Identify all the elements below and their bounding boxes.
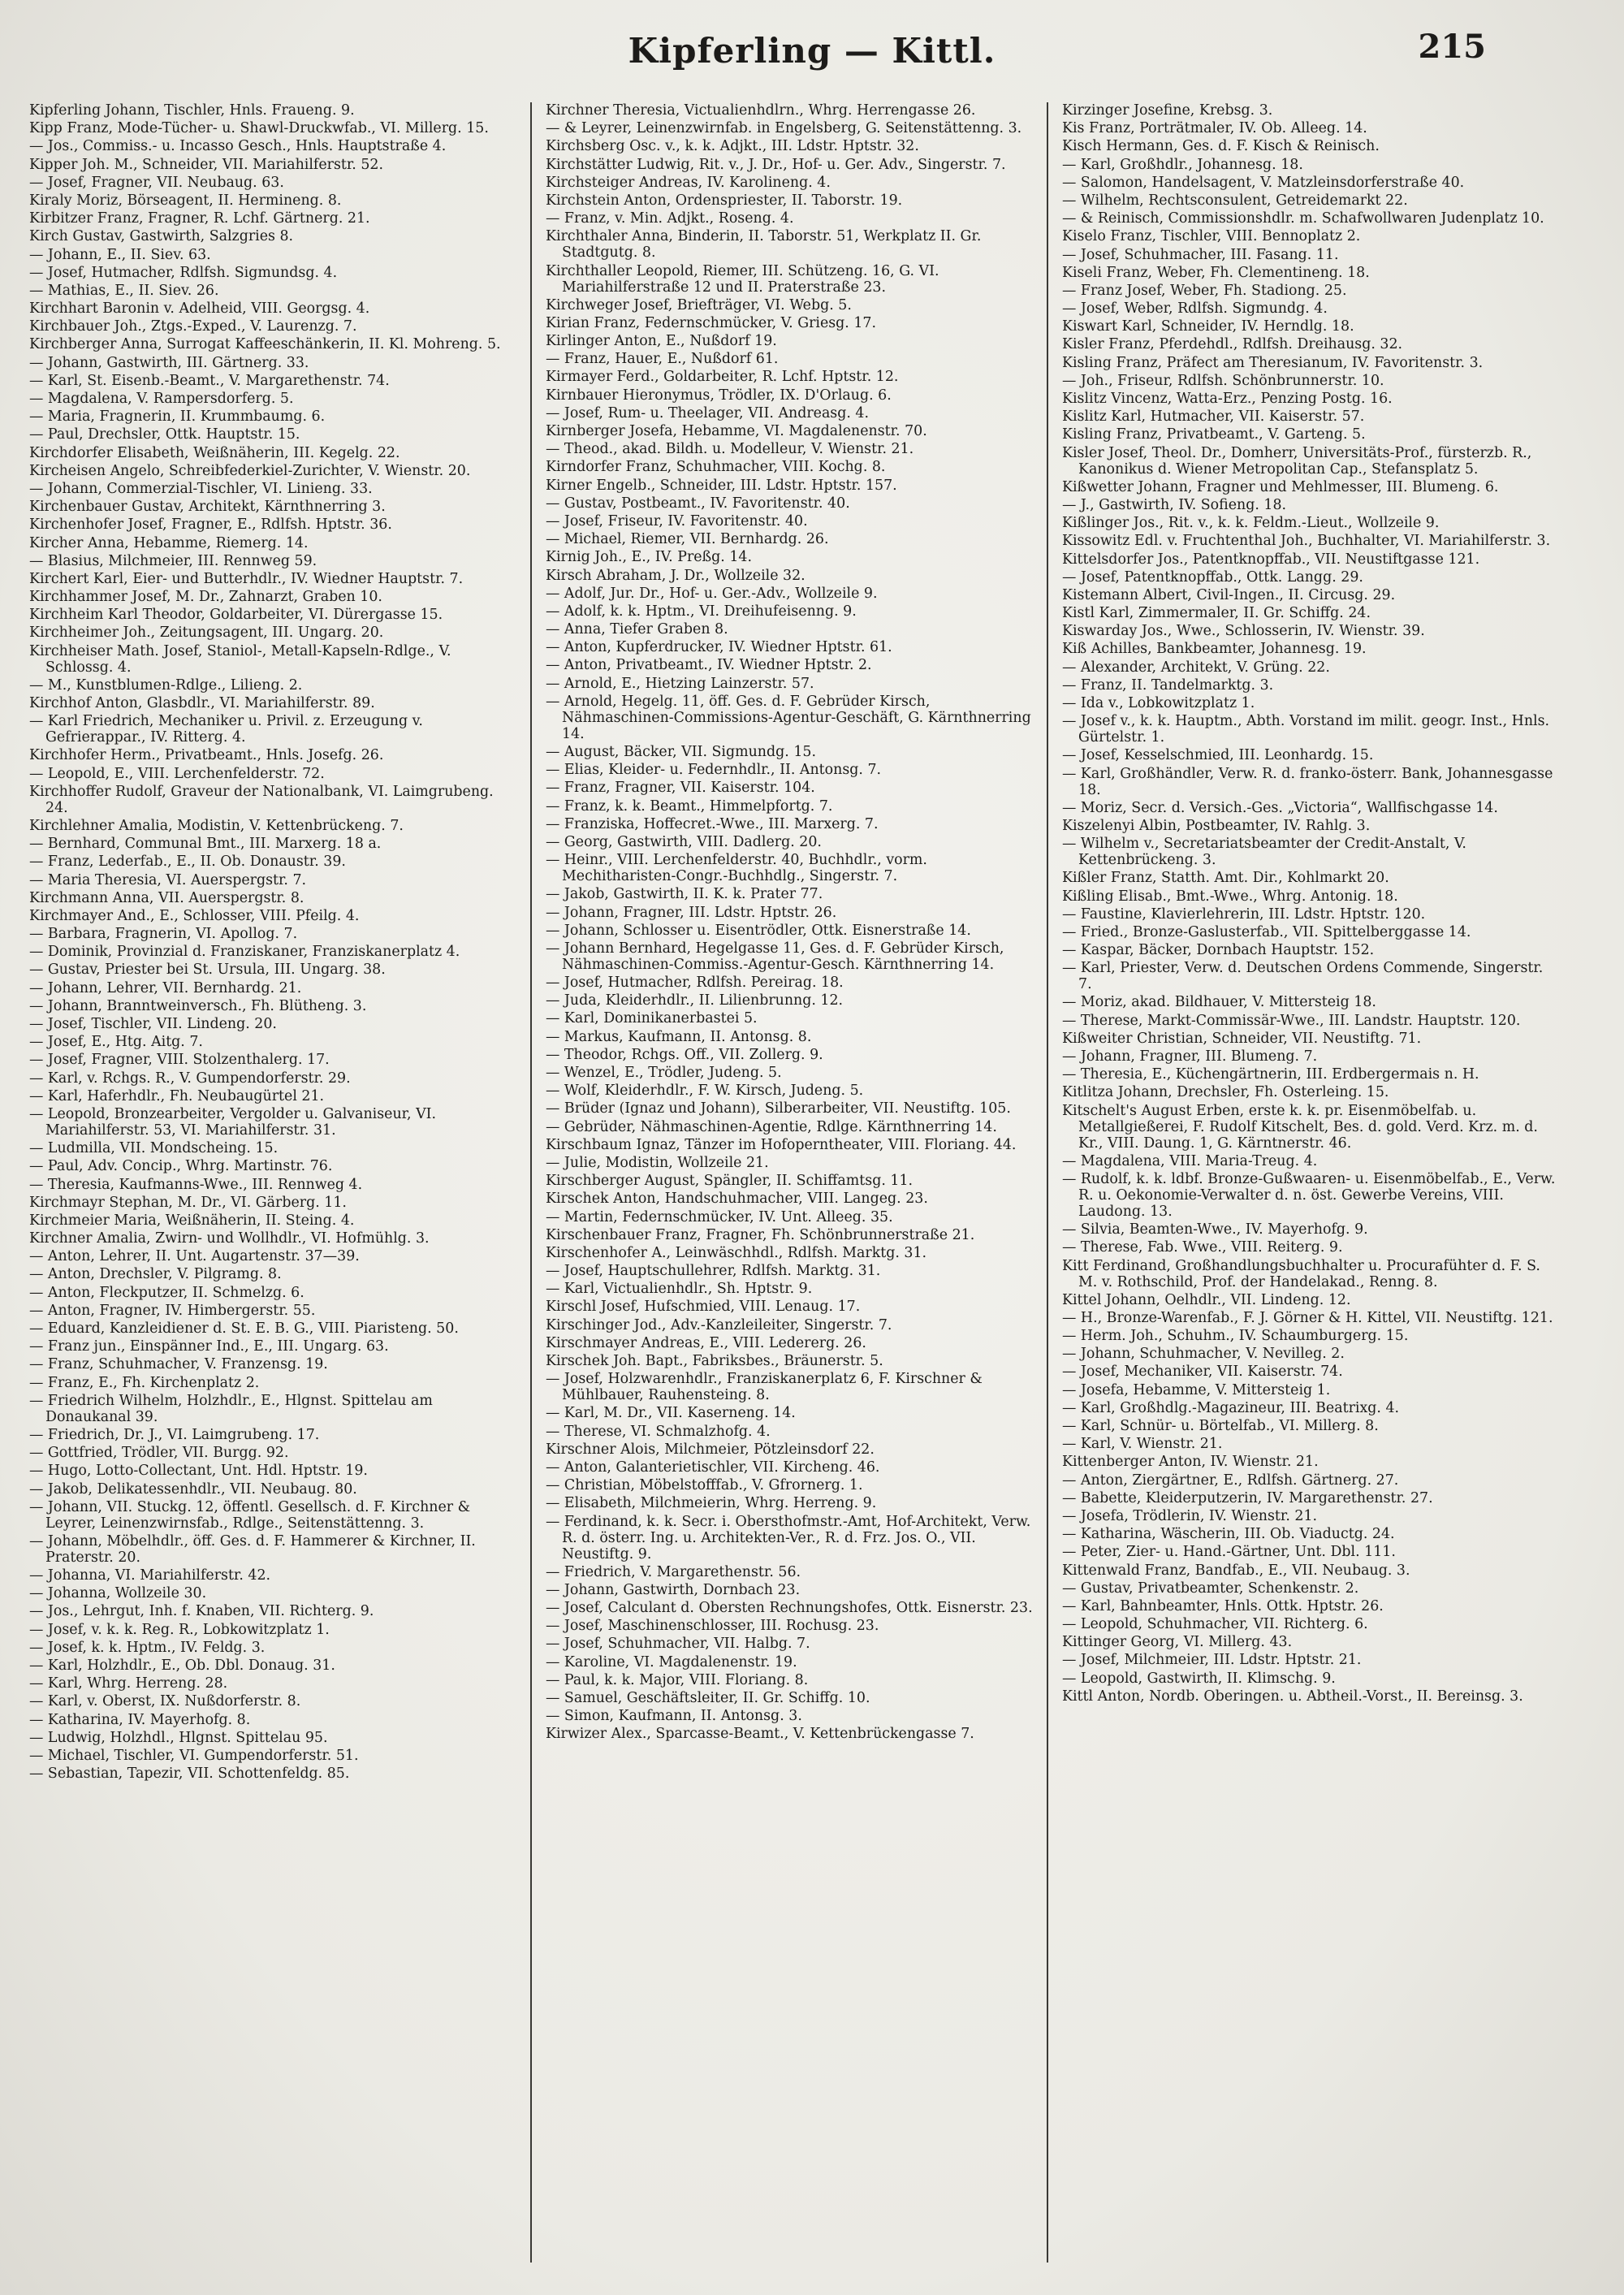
directory-entry: — Karl, Bahnbeamter, Hnls. Ottk. Hptstr. 26. (1062, 1597, 1384, 1614)
directory-entry: Kirian Franz, Federnschmücker, V. Griesg. 17. (546, 314, 877, 331)
directory-entry: Kirzinger Josefine, Krebsg. 3. (1062, 102, 1273, 119)
directory-entry: Kirschmayer Andreas, E., VIII. Ledererg. 26. (546, 1334, 866, 1351)
directory-entry: Kirschner Alois, Milchmeier, Pötzleinsdorf 22. (546, 1441, 875, 1458)
directory-entry: — Therese, Fab. Wwe., VIII. Reiterg. 9. (1062, 1239, 1343, 1256)
directory-entry: — Peter, Zier- u. Hand.-Gärtner, Unt. Dbl. 111. (1062, 1544, 1396, 1561)
directory-entry: — Julie, Modistin, Wollzeile 21. (546, 1154, 769, 1171)
directory-entry: Kipper Joh. M., Schneider, VII. Mariahilferstr. 52. (29, 156, 383, 173)
directory-entry: — Anton, Privatbeamt., IV. Wiedner Hptstr. 2. (546, 657, 872, 674)
directory-entry: — J., Gastwirth, IV. Sofieng. 18. (1062, 496, 1287, 513)
directory-entry: — Anton, Fragner, IV. Himbergerstr. 55. (29, 1302, 316, 1319)
directory-entry: — Sebastian, Tapezir, VII. Schottenfeldg. 85. (29, 1766, 350, 1783)
directory-entry: Kistl Karl, Zimmermaler, II. Gr. Schiffg. 24. (1062, 605, 1371, 622)
directory-entry: — Anton, Kupferdrucker, IV. Wiedner Hptstr. 61. (546, 639, 892, 656)
directory-entry: — Jos., Lehrgut, Inh. f. Knaben, VII. Richterg. 9. (29, 1603, 374, 1620)
directory-entry: — Josef, Tischler, VII. Lindeng. 20. (29, 1016, 277, 1032)
directory-entry: — Eduard, Kanzleidiener d. St. E. B. G., VIII. Piaristeng. 50. (29, 1320, 459, 1337)
directory-entry: — Franz, Fragner, VII. Kaiserstr. 104. (546, 780, 815, 797)
directory-entry: — Babette, Kleiderputzerin, IV. Margarethenstr. 27. (1062, 1489, 1433, 1506)
directory-entry: — Johann Bernhard, Hegelgasse 11, Ges. d. F. Gebrüder Kirsch, Nähmaschinen-Commiss.-Agentur-Gesch. Kärnthnerring 14. (546, 940, 1004, 973)
directory-entry: — Karl Friedrich, Mechaniker u. Privil. z. Erzeugung v. Gefrierappar., IV. Ritterg. 4. (29, 713, 423, 746)
directory-entry: Kirschek Joh. Bapt., Fabriksbes., Bräunerstr. 5. (546, 1353, 883, 1369)
directory-entry: — Maria, Fragnerin, II. Krummbaumg. 6. (29, 408, 326, 426)
directory-entry: — Johanna, VI. Mariahilferstr. 42. (29, 1567, 271, 1584)
directory-columns (29, 102, 1580, 2271)
directory-entry: — Friedrich Wilhelm, Holzhdlr., E., Hlgnst. Spittelau am Donaukanal 39. (29, 1392, 433, 1425)
column-divider (530, 102, 532, 2263)
directory-entry: — Josef, Hauptschullehrer, Rdlfsh. Marktg. 31. (546, 1263, 881, 1280)
directory-entry: Kirner Engelb., Schneider, III. Ldstr. Hptstr. 157. (546, 477, 897, 494)
directory-entry: — Moriz, Secr. d. Versich.-Ges. „Victoria“, Wallfischgasse 14. (1062, 799, 1498, 816)
directory-entry: — Herm. Joh., Schuhm., IV. Schaumburgerg. 15. (1062, 1328, 1409, 1345)
directory-entry: — Paul, Drechsler, Ottk. Hauptstr. 15. (29, 426, 300, 443)
directory-entry: — Anton, Galanterietischler, VII. Kircheng. 46. (546, 1459, 880, 1476)
directory-entry: Kirchstein Anton, Ordenspriester, II. Taborstr. 19. (546, 192, 903, 209)
directory-entry: — Karl, Schnür- u. Börtelfab., VI. Millerg. 8. (1062, 1418, 1379, 1434)
directory-entry: — Karl, Priester, Verw. d. Deutschen Ordens Commende, Singerstr. 7. (1062, 960, 1544, 993)
directory-entry: — Josef, k. k. Hptm., IV. Feldg. 3. (29, 1639, 266, 1656)
directory-entry: Kirchheimer Joh., Zeitungsagent, III. Ungarg. 20. (29, 625, 384, 642)
directory-entry: — Josef, Holzwarenhdlr., Franziskanerplatz 6, F. Kirschner & Mühlbauer, Rauhensteing. 8. (546, 1371, 983, 1404)
directory-entry: Kiß Achilles, Bankbeamter, Johannesg. 19. (1062, 641, 1367, 658)
directory-entry: — Leopold, Bronzearbeiter, Vergolder u. Galvaniseur, VI. Mariahilferstr. 53, VI. Mariahilferstr. 31. (29, 1105, 437, 1139)
directory-entry: — Josef, Weber, Rdlfsh. Sigmundg. 4. (1062, 300, 1328, 318)
directory-entry: — Barbara, Fragnerin, VI. Apollog. 7. (29, 926, 298, 943)
directory-entry: — Josef, v. k. k. Reg. R., Lobkowitzplatz 1. (29, 1621, 330, 1638)
column-divider (1047, 102, 1048, 2263)
directory-entry: — Gustav, Privatbeamter, Schenkenstr. 2. (1062, 1580, 1359, 1597)
directory-entry: — Anton, Drechsler, V. Pilgramg. 8. (29, 1266, 282, 1283)
directory-entry: Kirschinger Jod., Adv.-Kanzleileiter, Singerstr. 7. (546, 1316, 892, 1333)
directory-entry: — Georg, Gastwirth, VIII. Dadlerg. 20. (546, 833, 822, 850)
directory-entry: — Wilhelm, Rechtsconsulent, Getreidemarkt 22. (1062, 192, 1408, 209)
directory-entry: — Hugo, Lotto-Collectant, Unt. Hdl. Hptstr. 19. (29, 1463, 368, 1480)
directory-entry: Kirchberger Anna, Surrogat Kaffeeschänkerin, II. Kl. Mohreng. 5. (29, 336, 501, 353)
directory-entry: Kirschenhofer A., Leinwäschhdl., Rdlfsh. Marktg. 31. (546, 1244, 927, 1261)
directory-entry: — Johann, VII. Stuckg. 12, öffentl. Gesellsch. d. F. Kirchner & Leyrer, Leinenzwirnsfab., Rdlge., Seitenstättenng. 3. (29, 1498, 471, 1532)
directory-entry: Kißlinger Jos., Rit. v., k. k. Feldm.-Lieut., Wollzeile 9. (1062, 515, 1440, 532)
directory-entry: Kirmayer Ferd., Goldarbeiter, R. Lchf. Hptstr. 12. (546, 369, 899, 386)
directory-entry: Kirschberger August, Spängler, II. Schiffamtsg. 11. (546, 1173, 914, 1190)
directory-entry: — Ida v., Lobkowitzplatz 1. (1062, 695, 1255, 711)
directory-entry: — Karl, v. Oberst, IX. Nußdorferstr. 8. (29, 1693, 301, 1710)
directory-entry: Kirwizer Alex., Sparcasse-Beamt., V. Kettenbrückengasse 7. (546, 1726, 974, 1743)
directory-entry: — Franz, Hauer, E., Nußdorf 61. (546, 351, 779, 368)
directory-entry: — Josefa, Hebamme, V. Mittersteig 1. (1062, 1381, 1331, 1398)
directory-entry: — Franziska, Hoffecret.-Wwe., III. Marxerg. 7. (546, 815, 879, 832)
directory-entry: — Juda, Kleiderhdlr., II. Lilienbrunng. 12. (546, 992, 844, 1009)
directory-entry: Kissowitz Edl. v. Fruchtenthal Joh., Buchhalter, VI. Mariahilferstr. 3. (1062, 533, 1551, 550)
directory-entry: — Johann, Branntweinversch., Fh. Blütheng. 3. (29, 997, 367, 1014)
directory-entry: — Karl, Victualienhdlr., Sh. Hptstr. 9. (546, 1281, 813, 1298)
directory-entry: Kirchthaler Anna, Binderin, II. Taborstr. 51, Werkplatz II. Gr. Stadtgutg. 8. (546, 228, 982, 261)
directory-entry: — Josef, Patentknopffab., Ottk. Langg. 29. (1062, 568, 1363, 586)
directory-entry: — Paul, Adv. Concip., Whrg. Martinstr. 76. (29, 1158, 333, 1175)
directory-entry: Kisch Hermann, Ges. d. F. Kisch & Reinisch. (1062, 138, 1380, 155)
directory-entry: — Elisabeth, Milchmeierin, Whrg. Herreng. 9. (546, 1495, 877, 1512)
directory-entry: — Maria Theresia, VI. Auerspergstr. 7. (29, 871, 307, 888)
directory-entry: — Josef, Hutmacher, Rdlfsh. Pereirag. 18. (546, 975, 844, 992)
directory-entry: — Karl, v. Rchgs. R., V. Gumpendorferstr. 29. (29, 1070, 351, 1087)
directory-entry: — Jakob, Delikatessenhdlr., VII. Neubaug. 80. (29, 1480, 357, 1498)
directory-entry: Kittenwald Franz, Bandfab., E., VII. Neubaug. 3. (1062, 1562, 1410, 1579)
directory-entry: — Johanna, Wollzeile 30. (29, 1585, 207, 1602)
directory-entry: Kirschl Josef, Hufschmied, VIII. Lenaug. 17. (546, 1299, 861, 1316)
directory-entry: Kirchlehner Amalia, Modistin, V. Kettenbrückeng. 7. (29, 817, 404, 834)
directory-entry: Kißwetter Johann, Fragner und Mehlmesser, III. Blumeng. 6. (1062, 478, 1499, 495)
directory-entry: — Josef, Schuhmacher, III. Fasang. 11. (1062, 246, 1339, 263)
directory-entry: — Franz, Lederfab., E., II. Ob. Donaustr. 39. (29, 854, 346, 871)
directory-entry: — Samuel, Geschäftsleiter, II. Gr. Schiffg. 10. (546, 1690, 870, 1706)
directory-entry: — Josef, Fragner, VIII. Stolzenthalerg. 17. (29, 1052, 330, 1069)
directory-entry: — Gebrüder, Nähmaschinen-Agentie, Rdlge. Kärnthnerring 14. (546, 1118, 997, 1135)
directory-entry: — & Reinisch, Commissionshdlr. m. Schafwollwaren Judenplatz 10. (1062, 210, 1544, 227)
directory-entry: Kißweiter Christian, Schneider, VII. Neustiftg. 71. (1062, 1030, 1422, 1047)
directory-entry: — Markus, Kaufmann, II. Antonsg. 8. (546, 1028, 812, 1045)
directory-entry: — Anton, Fleckputzer, II. Schmelzg. 6. (29, 1284, 304, 1301)
directory-entry: Kirchhart Baronin v. Adelheid, VIII. Georgsg. 4. (29, 300, 370, 318)
directory-entry: — Leopold, Schuhmacher, VII. Richterg. 6. (1062, 1616, 1368, 1633)
directory-entry: — Johann, Schlosser u. Eisentrödler, Ottk. Eisnerstraße 14. (546, 922, 971, 939)
directory-entry: Kittelsdorfer Jos., Patentknopffab., VII. Neustiftgasse 121. (1062, 551, 1480, 568)
directory-entry: Kirschenbauer Franz, Fragner, Fh. Schönbrunnerstraße 21. (546, 1226, 975, 1243)
directory-entry: — Theresia, E., Küchengärtnerin, III. Erdbergermais n. H. (1062, 1066, 1479, 1083)
directory-entry: — H., Bronze-Warenfab., F. J. Görner & H. Kittel, VII. Neustiftg. 121. (1062, 1309, 1553, 1326)
directory-entry: Kirschek Anton, Handschuhmacher, VIII. Langeg. 23. (546, 1191, 928, 1208)
directory-entry: Kislitz Karl, Hutmacher, VII. Kaiserstr. 57. (1062, 408, 1365, 426)
directory-entry: — Jos., Commiss.- u. Incasso Gesch., Hnls. Hauptstraße 4. (29, 138, 447, 155)
directory-entry: — Anton, Ziergärtner, E., Rdlfsh. Gärtnerg. 27. (1062, 1472, 1399, 1489)
directory-entry: Kisling Franz, Privatbeamt., V. Garteng. 5. (1062, 426, 1366, 443)
directory-entry: — Josef, Rum- u. Theelager, VII. Andreasg. 4. (546, 404, 870, 421)
directory-entry: — Franz, k. k. Beamt., Himmelpfortg. 7. (546, 797, 833, 815)
directory-entry: — Karl, Großhdlg.-Magazineur, III. Beatrixg. 4. (1062, 1399, 1400, 1416)
directory-entry: Kirchenhofer Josef, Fragner, E., Rdlfsh. Hptstr. 36. (29, 516, 392, 534)
directory-entry: — Christian, Möbelstofffab., V. Gfrornerg. 1. (546, 1477, 863, 1494)
page-number: 215 (1418, 28, 1486, 66)
directory-entry: — Magdalena, VIII. Maria-Treug. 4. (1062, 1152, 1318, 1169)
directory-entry: Kirnig Joh., E., IV. Preßg. 14. (546, 549, 753, 566)
directory-entry: Kirchweger Josef, Briefträger, VI. Webg. 5. (546, 296, 852, 313)
directory-entry: — Paul, k. k. Major, VIII. Floriang. 8. (546, 1671, 809, 1688)
directory-entry: — Franz Josef, Weber, Fh. Stadiong. 25. (1062, 282, 1347, 299)
directory-entry: — Wolf, Kleiderhdlr., F. W. Kirsch, Judeng. 5. (546, 1083, 864, 1100)
directory-entry: Kirndorfer Franz, Schuhmacher, VIII. Kochg. 8. (546, 459, 886, 476)
directory-entry: — Leopold, E., VIII. Lerchenfelderstr. 72. (29, 765, 325, 782)
directory-entry: — Magdalena, V. Rampersdorferg. 5. (29, 391, 294, 407)
directory-entry: Kislitz Vincenz, Watta-Erz., Penzing Postg. 16. (1062, 391, 1393, 407)
directory-entry: Kircheisen Angelo, Schreibfederkiel-Zurichter, V. Wienstr. 20. (29, 462, 471, 479)
directory-entry: — August, Bäcker, VII. Sigmundg. 15. (546, 744, 816, 760)
directory-entry: Kirchbauer Joh., Ztgs.-Exped., V. Laurenzg. 7. (29, 318, 357, 335)
directory-entry: Kisling Franz, Präfect am Theresianum, IV. Favoritenstr. 3. (1062, 354, 1484, 371)
directory-entry: Kirlinger Anton, E., Nußdorf 19. (546, 333, 777, 350)
directory-entry: — Josef, Schuhmacher, VII. Halbg. 7. (546, 1636, 810, 1653)
directory-entry: — Anna, Tiefer Graben 8. (546, 621, 728, 638)
directory-entry: Kirbitzer Franz, Fragner, R. Lchf. Gärtnerg. 21. (29, 210, 370, 227)
directory-entry: — Friedrich, Dr. J., VI. Laimgrubeng. 17. (29, 1426, 320, 1443)
directory-entry: Kirchheiser Math. Josef, Staniol-, Metall-Kapseln-Rdlge., V. Schlossg. 4. (29, 642, 451, 676)
directory-entry: — Jakob, Gastwirth, II. K. k. Prater 77. (546, 886, 823, 903)
directory-entry: Kirschbaum Ignaz, Tänzer im Hofoperntheater, VIII. Floriang. 44. (546, 1136, 1017, 1153)
directory-entry: Kirchhoffer Rudolf, Graveur der Nationalbank, VI. Laimgrubeng. 24. (29, 783, 494, 816)
directory-entry: Kiswarday Jos., Wwe., Schlosserin, IV. Wienstr. 39. (1062, 623, 1425, 640)
directory-entry: — Therese, Markt-Commissär-Wwe., III. Landstr. Hauptstr. 120. (1062, 1012, 1521, 1029)
directory-entry: — Kaspar, Bäcker, Dornbach Hauptstr. 152. (1062, 942, 1375, 959)
directory-entry: — Alexander, Architekt, V. Grüng. 22. (1062, 659, 1330, 676)
directory-entry: — Ludmilla, VII. Mondscheing. 15. (29, 1140, 279, 1157)
directory-entry: — Josef, Hutmacher, Rdlfsh. Sigmundsg. 4. (29, 264, 338, 281)
directory-entry: — Adolf, k. k. Hptm., VI. Dreihufeisenng. 9. (546, 603, 857, 620)
directory-entry: Kißling Elisab., Bmt.-Wwe., Whrg. Antonig. 18. (1062, 888, 1398, 905)
directory-entry: — Theod., akad. Bildh. u. Modelleur, V. Wienstr. 21. (546, 441, 914, 458)
directory-entry: — Josef, E., Htg. Aitg. 7. (29, 1034, 203, 1051)
directory-entry: — Gottfried, Trödler, VII. Burgg. 92. (29, 1445, 289, 1462)
directory-entry: Kis Franz, Porträtmaler, IV. Ob. Alleeg. 14. (1062, 120, 1367, 137)
directory-entry: — Karl, Holzhdlr., E., Ob. Dbl. Donaug. 31. (29, 1658, 335, 1674)
directory-entry: — Silvia, Beamten-Wwe., IV. Mayerhofg. 9. (1062, 1221, 1368, 1238)
directory-entry: — Simon, Kaufmann, II. Antonsg. 3. (546, 1708, 802, 1725)
directory-entry: — Leopold, Gastwirth, II. Klimschg. 9. (1062, 1670, 1336, 1687)
directory-entry: — Katharina, IV. Mayerhofg. 8. (29, 1711, 251, 1728)
directory-entry: — Karl, Haferhdlr., Fh. Neubaugürtel 21. (29, 1087, 325, 1104)
directory-entry: Kipp Franz, Mode-Tücher- u. Shawl-Druckwfab., VI. Millerg. 15. (29, 120, 489, 137)
directory-entry: — Johann, Commerzial-Tischler, VI. Linieng. 33. (29, 480, 373, 497)
directory-entry: — Johann, Gastwirth, Dornbach 23. (546, 1581, 801, 1598)
column-1 (29, 102, 516, 2271)
directory-entry: — Franz, E., Fh. Kirchenplatz 2. (29, 1374, 260, 1391)
directory-entry: — Theodor, Rchgs. Off., VII. Zollerg. 9. (546, 1046, 823, 1063)
directory-entry: — Michael, Tischler, VI. Gumpendorferstr. 51. (29, 1747, 359, 1764)
directory-entry: Kisler Josef, Theol. Dr., Domherr, Universitäts-Prof., fürsterzb. R., Kanonikus d. Wiener Metropolitan Cap., Stefansplatz 5. (1062, 444, 1532, 478)
directory-entry: — Franz jun., Einspänner Ind., E., III. Ungarg. 63. (29, 1338, 389, 1355)
directory-entry: — Wilhelm v., Secretariatsbeamter der Credit-Anstalt, V. Kettenbrückeng. 3. (1062, 836, 1466, 869)
directory-entry: — Karl, V. Wienstr. 21. (1062, 1436, 1223, 1453)
directory-entry: Kittl Anton, Nordb. Oberingen. u. Abtheil.-Vorst., II. Bereinsg. 3. (1062, 1688, 1523, 1705)
directory-entry: — Josef, Mechaniker, VII. Kaiserstr. 74. (1062, 1364, 1343, 1381)
directory-entry: Kitlitza Johann, Drechsler, Fh. Osterleing. 15. (1062, 1084, 1389, 1101)
directory-entry: Kirchner Amalia, Zwirn- und Wollhdlr., VI. Hofmühlg. 3. (29, 1230, 430, 1247)
directory-entry: — Karl, Großhdlr., Johannesg. 18. (1062, 156, 1303, 173)
directory-entry: — Salomon, Handelsagent, V. Matzleinsdorferstraße 40. (1062, 174, 1465, 191)
directory-entry: Kirchmeier Maria, Weißnäherin, II. Steing. 4. (29, 1212, 355, 1229)
directory-entry: Kitschelt's August Erben, erste k. k. pr. Eisenmöbelfab. u. Metallgießerei, F. Rudolf Kitschelt, Bes. d. gold. Verd. Krz. m. d. Kr., VIII. Daung. 1, G. Kärntnerstr. 46. (1062, 1102, 1538, 1152)
directory-entry: — Mathias, E., II. Siev. 26. (29, 282, 219, 299)
directory-entry: Kitt Ferdinand, Großhandlungsbuchhalter u. Procurafühter d. F. S. M. v. Rothschild, Prof. der Handelakad., Renng. 8. (1062, 1257, 1540, 1290)
column-3 (1062, 102, 1559, 2271)
directory-entry: Kirnberger Josefa, Hebamme, VI. Magdalenenstr. 70. (546, 423, 927, 439)
directory-entry: — Wenzel, E., Trödler, Judeng. 5. (546, 1065, 782, 1081)
directory-entry: Kirchthaller Leopold, Riemer, III. Schützeng. 16, G. VI. Mariahilferstraße 12 und II. Praterstraße 23. (546, 262, 939, 296)
directory-entry: — Ferdinand, k. k. Secr. i. Obersthofmstr.-Amt, Hof-Architekt, Verw. R. d. österr. Ing. u. Architekten-Ver., R. d. Frz. Jos. O., VII. Neustiftg. 9. (546, 1513, 1031, 1562)
directory-entry: — Adolf, Jur. Dr., Hof- u. Ger.-Adv., Wollzeile 9. (546, 585, 878, 602)
directory-entry: — Johann, Schuhmacher, V. Nevilleg. 2. (1062, 1346, 1345, 1363)
directory-entry: — Rudolf, k. k. ldbf. Bronze-Gußwaaren- u. Eisenmöbelfab., E., Verw. R. u. Oekonomie-Verwalter d. n. öst. Gewerbe Vereins, VIII. Laudong. 13. (1062, 1170, 1556, 1220)
directory-entry: — Johann, Lehrer, VII. Bernhardg. 21. (29, 979, 302, 996)
directory-entry: — Faustine, Klavierlehrerin, III. Ldstr. Hptstr. 120. (1062, 905, 1426, 923)
directory-entry: — Arnold, Hegelg. 11, öff. Ges. d. F. Gebrüder Kirsch, Nähmaschinen-Commissions-Agentur-Geschäft, G. Kärnthnerring 14. (546, 693, 1031, 742)
directory-entry: — Karl, Whrg. Herreng. 28. (29, 1675, 228, 1692)
directory-entry: Kirchmann Anna, VII. Auerspergstr. 8. (29, 889, 304, 906)
directory-entry: Kirchenbauer Gustav, Architekt, Kärnthnerring 3. (29, 499, 386, 516)
directory-entry: — Karl, M. Dr., VII. Kaserneng. 14. (546, 1405, 796, 1422)
directory-entry: Kirchert Karl, Eier- und Butterhdlr., IV. Wiedner Hauptstr. 7. (29, 570, 464, 587)
directory-entry: Kirchheim Karl Theodor, Goldarbeiter, VI. Dürergasse 15. (29, 607, 443, 624)
directory-entry: — Michael, Riemer, VII. Bernhardg. 26. (546, 531, 829, 548)
directory-entry: Kirchner Theresia, Victualienhdlrn., Whrg. Herrengasse 26. (546, 102, 976, 119)
directory-entry: Kirchdorfer Elisabeth, Weißnäherin, III. Kegelg. 22. (29, 444, 400, 461)
directory-entry: Kirchsberg Osc. v., k. k. Adjkt., III. Ldstr. Hptstr. 32. (546, 138, 919, 155)
directory-entry: — Fried., Bronze-Gaslusterfab., VII. Spittelberggasse 14. (1062, 923, 1471, 940)
directory-entry: — Josef, Kesselschmied, III. Leonhardg. 15. (1062, 747, 1374, 764)
directory-entry: — Friedrich, V. Margarethenstr. 56. (546, 1563, 801, 1580)
directory-entry: Kirchstätter Ludwig, Rit. v., J. Dr., Hof- u. Ger. Adv., Singerstr. 7. (546, 156, 1006, 173)
directory-entry: Kittinger Georg, VI. Millerg. 43. (1062, 1634, 1293, 1651)
directory-entry: Kisler Franz, Pferdehdl., Rdlfsh. Dreihausg. 32. (1062, 336, 1403, 353)
directory-entry: — Josef, Milchmeier, III. Ldstr. Hptstr. 21. (1062, 1652, 1362, 1669)
directory-entry: Kirchhof Anton, Glasbdlr., VI. Mariahilferstr. 89. (29, 695, 375, 711)
directory-entry: — Josef, Friseur, IV. Favoritenstr. 40. (546, 512, 808, 529)
directory-entry: — Theresia, Kaufmanns-Wwe., III. Rennweg 4. (29, 1176, 363, 1193)
column-2 (546, 102, 1033, 2271)
directory-entry: — Blasius, Milchmeier, III. Rennweg 59. (29, 552, 317, 569)
running-head (0, 24, 1624, 73)
directory-entry: Kiswart Karl, Schneider, IV. Herndlg. 18. (1062, 318, 1354, 335)
directory-entry: — Karoline, VI. Magdalenenstr. 19. (546, 1653, 797, 1670)
directory-entry: Kirchmayer And., E., Schlosser, VIII. Pfeilg. 4. (29, 907, 360, 924)
directory-entry: Kirnbauer Hieronymus, Trödler, IX. D'Orlaug. 6. (546, 387, 892, 404)
directory-entry: Kiszelenyi Albin, Postbeamter, IV. Rahlg. 3. (1062, 817, 1371, 834)
directory-entry: Kißler Franz, Statth. Amt. Dir., Kohlmarkt 20. (1062, 870, 1389, 887)
directory-entry: — Franz, v. Min. Adjkt., Roseng. 4. (546, 210, 794, 227)
directory-entry: — Josef, Calculant d. Obersten Rechnungshofes, Ottk. Eisnerstr. 23. (546, 1600, 1033, 1617)
directory-entry: Kiraly Moriz, Börseagent, II. Hermineng. 8. (29, 192, 342, 209)
directory-entry: — Josef, Maschinenschlosser, III. Rochusg. 23. (546, 1618, 879, 1635)
directory-entry: Kistemann Albert, Civil-Ingen., II. Circusg. 29. (1062, 586, 1396, 603)
directory-entry: — Therese, VI. Schmalzhofg. 4. (546, 1423, 771, 1440)
directory-entry: — Josef, Fragner, VII. Neubaug. 63. (29, 174, 284, 191)
directory-entry: — Ludwig, Holzhdl., Hlgnst. Spittelau 95. (29, 1729, 328, 1746)
directory-entry: — Josefa, Trödlerin, IV. Wienstr. 21. (1062, 1507, 1318, 1524)
directory-entry: — Elias, Kleider- u. Federnhdlr., II. Antonsg. 7. (546, 762, 882, 779)
directory-entry: — Johann, Gastwirth, III. Gärtnerg. 33. (29, 354, 309, 371)
directory-entry: — Gustav, Postbeamt., IV. Favoritenstr. 40. (546, 495, 850, 512)
directory-entry: Kirch Gustav, Gastwirth, Salzgries 8. (29, 228, 294, 245)
directory-entry: — Katharina, Wäscherin, III. Ob. Viaductg. 24. (1062, 1526, 1395, 1543)
directory-entry: — Bernhard, Communal Bmt., III. Marxerg. 18 a. (29, 836, 382, 853)
directory-entry: — Karl, St. Eisenb.-Beamt., V. Margarethenstr. 74. (29, 372, 390, 389)
directory-entry: — Karl, Großhändler, Verw. R. d. franko-österr. Bank, Johannesgasse 18. (1062, 765, 1553, 798)
directory-entry: Kirchhofer Herm., Privatbeamt., Hnls. Josefg. 26. (29, 747, 384, 764)
directory-entry: — M., Kunstblumen-Rdlge., Lilieng. 2. (29, 676, 303, 694)
directory-entry: — Arnold, E., Hietzing Lainzerstr. 57. (546, 675, 814, 692)
directory-entry: Kirchhammer Josef, M. Dr., Zahnarzt, Graben 10. (29, 589, 382, 606)
directory-entry: Kirchmayr Stephan, M. Dr., VI. Gärberg. 11. (29, 1194, 347, 1211)
directory-entry: — Gustav, Priester bei St. Ursula, III. Ungarg. 38. (29, 962, 386, 979)
directory-entry: — Dominik, Provinzial d. Franziskaner, Franziskanerplatz 4. (29, 944, 460, 961)
directory-entry: — Brüder (Ignaz und Johann), Silberarbeiter, VII. Neustiftg. 105. (546, 1100, 1011, 1117)
directory-entry: Kiselo Franz, Tischler, VIII. Bennoplatz 2. (1062, 228, 1361, 245)
page-title: Kipferling — Kittl. (628, 31, 996, 71)
directory-entry: — & Leyrer, Leinenzwirnfab. in Engelsberg, G. Seitenstättenng. 3. (546, 120, 1022, 137)
directory-entry: — Johann, Fragner, III. Ldstr. Hptstr. 26. (546, 904, 837, 921)
directory-entry: — Johann, Möbelhdlr., öff. Ges. d. F. Hammerer & Kirchner, II. Praterstr. 20. (29, 1532, 476, 1566)
directory-entry: Kirsch Abraham, J. Dr., Wollzeile 32. (546, 567, 806, 584)
directory-entry: — Joh., Friseur, Rdlfsh. Schönbrunnerstr. 10. (1062, 372, 1384, 389)
directory-entry: — Josef v., k. k. Hauptm., Abth. Vorstand im milit. geogr. Inst., Hnls. Gürtelstr. 1. (1062, 713, 1550, 746)
directory-entry: — Karl, Dominikanerbastei 5. (546, 1010, 758, 1027)
directory-entry: — Franz, II. Tandelmarktg. 3. (1062, 676, 1274, 694)
directory-entry: Kircher Anna, Hebamme, Riemerg. 14. (29, 534, 309, 551)
directory-entry: — Martin, Federnschmücker, IV. Unt. Alleeg. 35. (546, 1208, 893, 1225)
directory-entry: Kittel Johann, Oelhdlr., VII. Lindeng. 12. (1062, 1291, 1351, 1308)
directory-entry: — Moriz, akad. Bildhauer, V. Mittersteig 18. (1062, 994, 1376, 1011)
directory-entry: — Johann, E., II. Siev. 63. (29, 246, 211, 263)
directory-entry: — Anton, Lehrer, II. Unt. Augartenstr. 37—39. (29, 1248, 360, 1265)
directory-entry: — Franz, Schuhmacher, V. Franzensg. 19. (29, 1356, 328, 1373)
directory-entry: Kipferling Johann, Tischler, Hnls. Fraueng. 9. (29, 102, 355, 119)
directory-entry: Kiseli Franz, Weber, Fh. Clementineng. 18. (1062, 264, 1370, 281)
directory-entry: Kittenberger Anton, IV. Wienstr. 21. (1062, 1454, 1319, 1471)
directory-entry: — Johann, Fragner, III. Blumeng. 7. (1062, 1048, 1318, 1065)
directory-entry: Kirchsteiger Andreas, IV. Karolineng. 4. (546, 174, 831, 191)
directory-entry: — Heinr., VIII. Lerchenfelderstr. 40, Buchhdlr., vorm. Mechitharisten-Congr.-Buchhdlg., Singerstr. 7. (546, 852, 927, 885)
